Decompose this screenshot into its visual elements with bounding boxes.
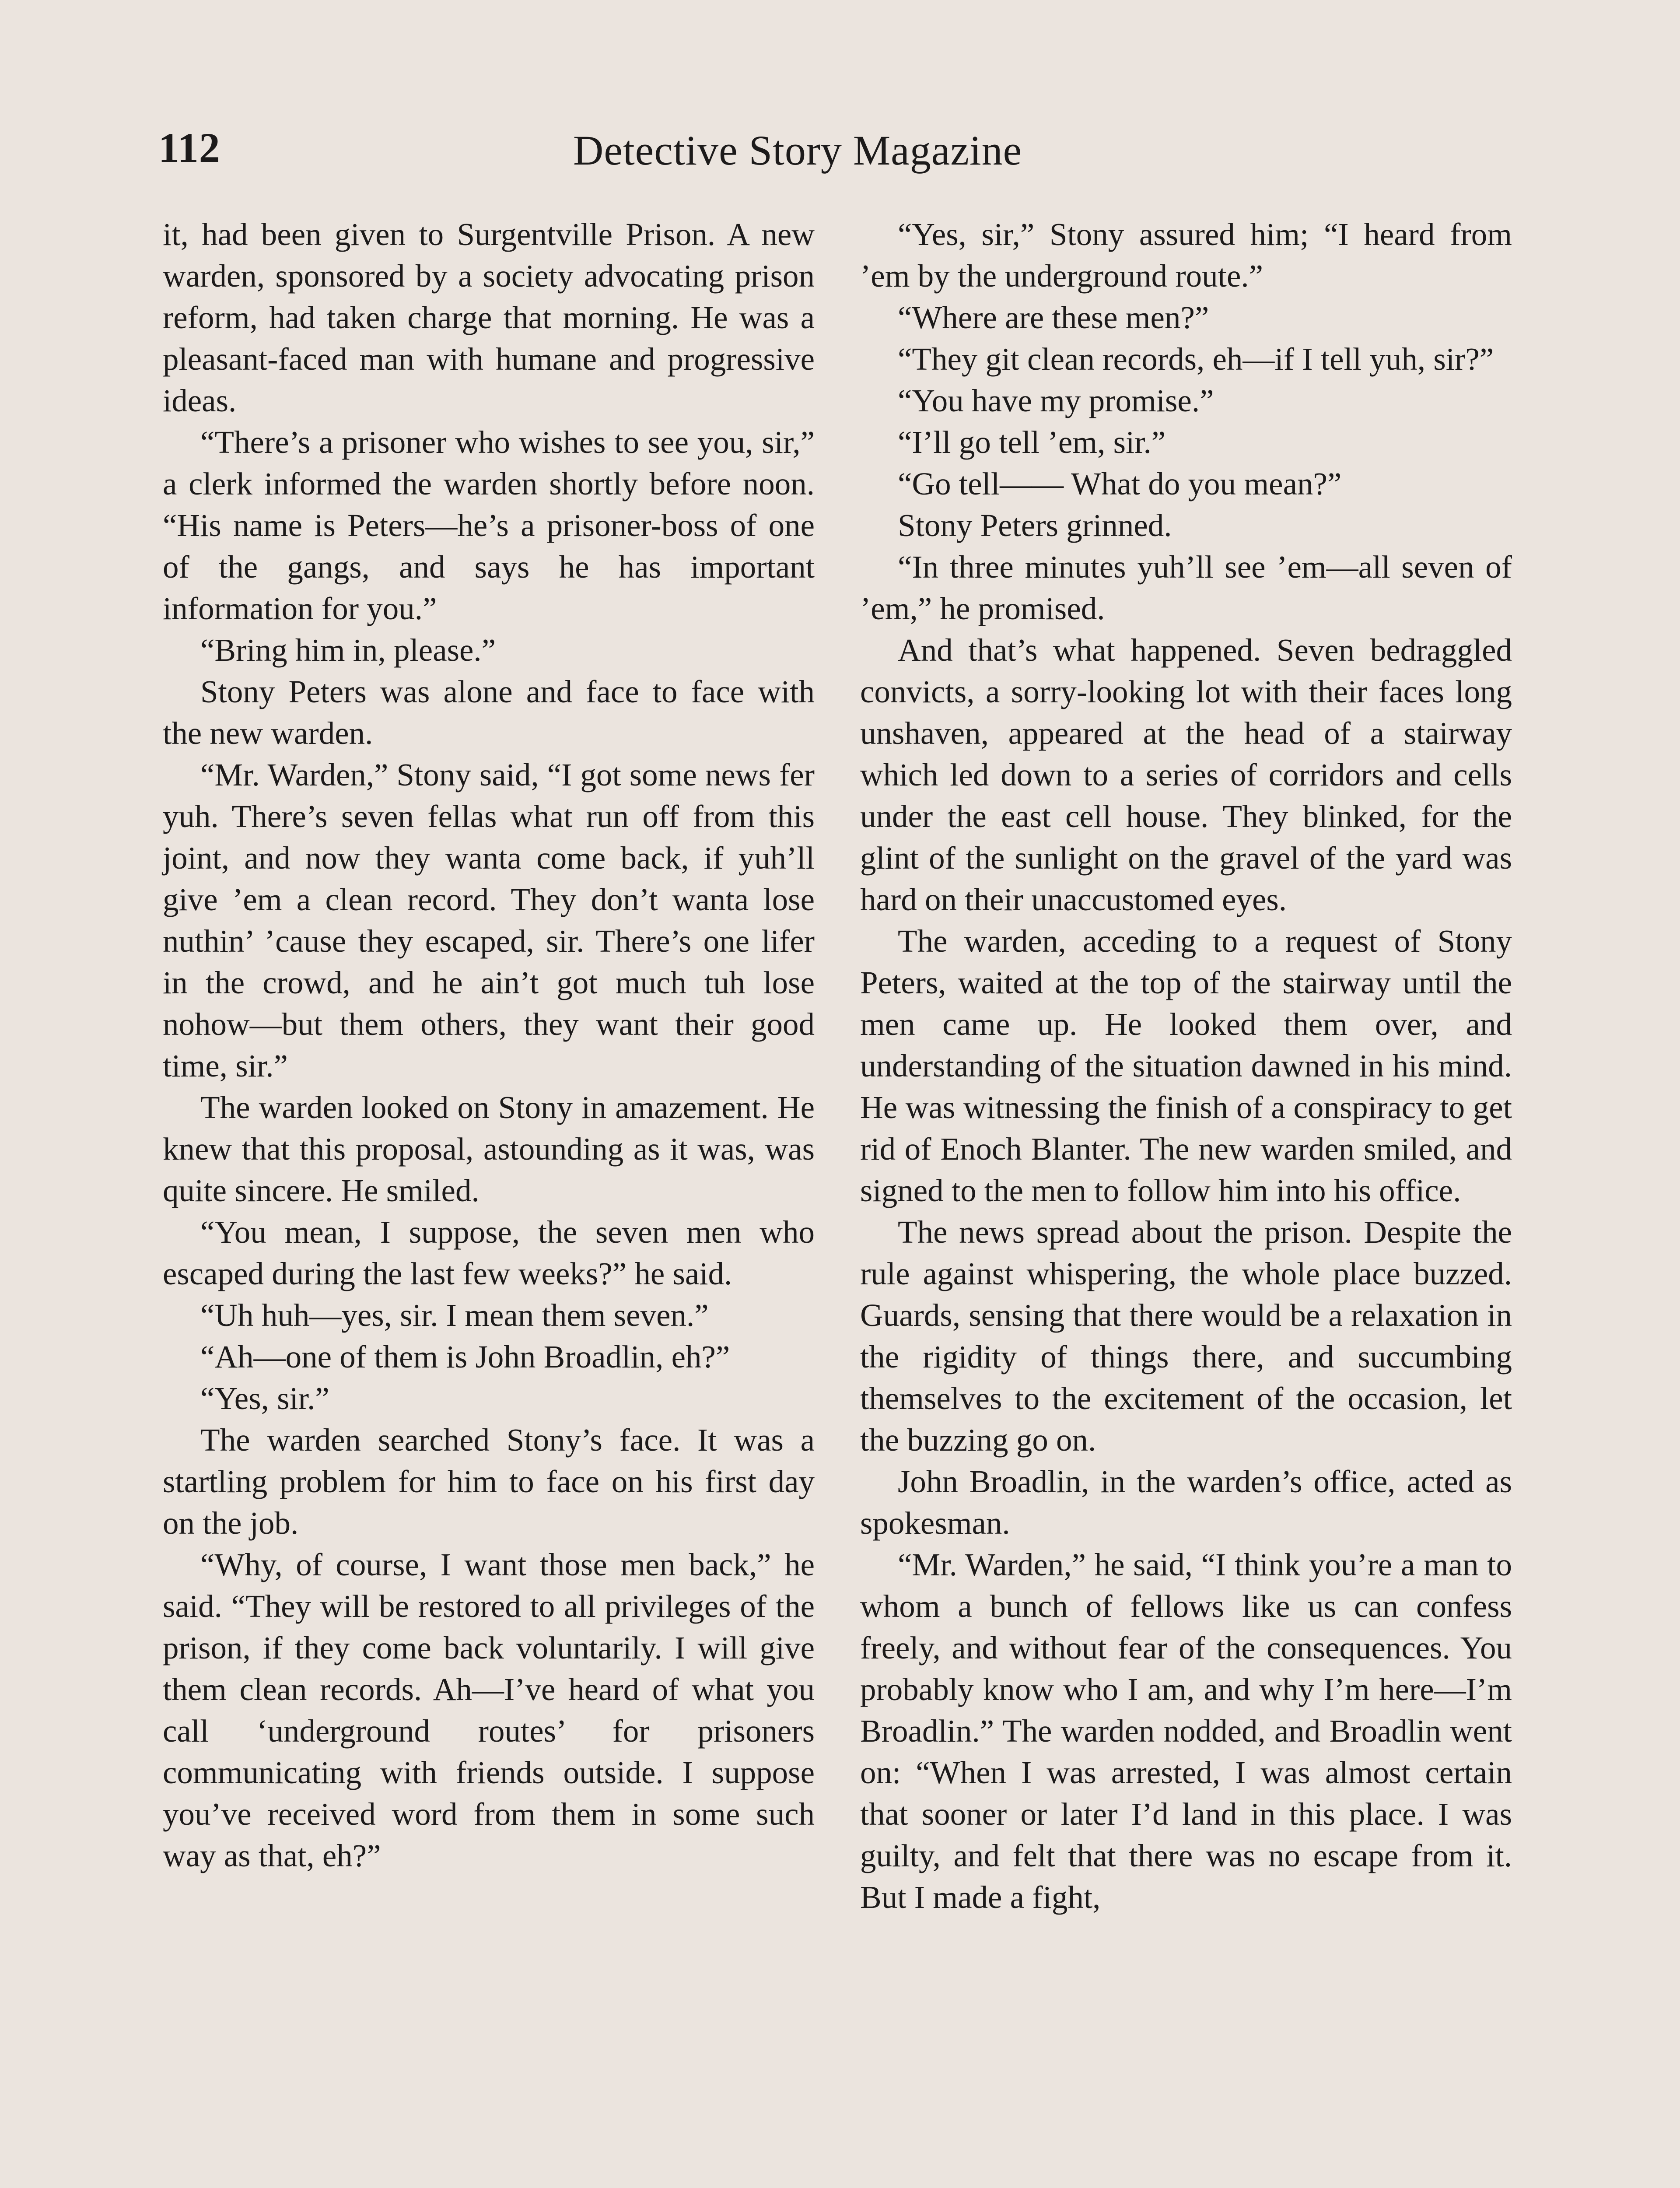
- paragraph: “Yes, sir.”: [200, 1381, 329, 1416]
- paragraph: The warden searched Stony’s face. It was a startling problem for him to face on his first day on the job.: [163, 1422, 815, 1541]
- text-column-left: [163, 214, 815, 1876]
- paragraph: “Yes, sir,” Stony assured him; “I heard from ’em by the underground route.”: [860, 217, 1512, 294]
- text-column-right: [860, 214, 1512, 1918]
- paragraph: “Where are these men?”: [898, 300, 1209, 335]
- paragraph: The news spread about the prison. Despite the rule against whispering, the whole place buzzed. Guards, sensing that there would be a relaxation in the rigidity of things there, and succumbing themselves to the excitement of the occasion, let the buzzing go on.: [860, 1214, 1512, 1458]
- paragraph: “There’s a prisoner who wishes to see you, sir,” a clerk informed the warden shortly before noon. “His name is Peters—he’s a prisoner-boss of one of the gangs, and says he has important information for you.”: [163, 424, 815, 626]
- paragraph: And that’s what happened. Seven bedraggled convicts, a sorry-looking lot with their faces long unshaven, appeared at the head of a stairway which led down to a series of corridors and cells under the east cell house. They blinked, for the glint of the sunlight on the gravel of the yard was hard on their unaccustomed eyes.: [860, 632, 1512, 917]
- paragraph: “Mr. Warden,” Stony said, “I got some news fer yuh. There’s seven fellas what run off from this joint, and now they wanta come back, if yuh’ll give ’em a clean record. They don’t wanta lose nuthin’ ’cause they escaped, sir. There’s one lifer in the crowd, and he ain’t got much tuh lose nohow—but them others, they want their good time, sir.”: [163, 757, 815, 1083]
- paragraph: “You have my promise.”: [898, 383, 1214, 418]
- paragraph: “Uh huh—yes, sir. I mean them seven.”: [200, 1297, 709, 1333]
- paragraph: “Mr. Warden,” he said, “I think you’re a man to whom a bunch of fellows like us can confess freely, and without fear of the consequences. You probably know who I am, and why I’m here—I’m Broadlin.” The warden nodded, and Broadlin went on: “When I was arrested, I was almost certain that sooner or later I’d land in this place. I was guilty, and felt that there was no escape from it. But I made a fight,: [860, 1547, 1512, 1915]
- paragraph: “Go tell—— What do you mean?”: [898, 466, 1342, 501]
- paragraph: Stony Peters grinned.: [898, 508, 1172, 543]
- paragraph: Stony Peters was alone and face to face with the new warden.: [163, 674, 815, 751]
- page-number: 112: [158, 124, 220, 171]
- paragraph: John Broadlin, in the warden’s office, acted as spokesman.: [860, 1464, 1512, 1541]
- paragraph: “They git clean records, eh—if I tell yuh, sir?”: [898, 341, 1494, 377]
- running-title: Detective Story Magazine: [573, 127, 1022, 174]
- paragraph: “I’ll go tell ’em, sir.”: [898, 424, 1166, 460]
- paragraph: “In three minutes yuh’ll see ’em—all seven of ’em,” he promised.: [860, 549, 1512, 626]
- paragraph: “Ah—one of them is John Broadlin, eh?”: [200, 1339, 730, 1375]
- paragraph: The warden looked on Stony in amazement. He knew that this proposal, astounding as it was, was quite sincere. He smiled.: [163, 1090, 815, 1208]
- paragraph: it, had been given to Surgentville Prison. A new warden, sponsored by a society advocating prison reform, had taken charge that morning. He was a pleasant-faced man with humane and progressive ideas.: [163, 217, 815, 418]
- paragraph: “Why, of course, I want those men back,” he said. “They will be restored to all privileges of the prison, if they come back voluntarily. I will give them clean records. Ah—I’ve heard of what you call ‘underground routes’ for prisoners communicating with friends outside. I suppose you’ve received word from them in some such way as that, eh?”: [163, 1547, 815, 1873]
- paragraph: “You mean, I suppose, the seven men who escaped during the last few weeks?” he said.: [163, 1214, 815, 1291]
- paragraph: “Bring him in, please.”: [200, 632, 496, 668]
- paragraph: The warden, acceding to a request of Stony Peters, waited at the top of the stairway until the men came up. He looked them over, and understanding of the situation dawned in his mind. He was witnessing the finish of a conspiracy to get rid of Enoch Blanter. The new warden smiled, and signed to the men to follow him into his office.: [860, 923, 1512, 1208]
